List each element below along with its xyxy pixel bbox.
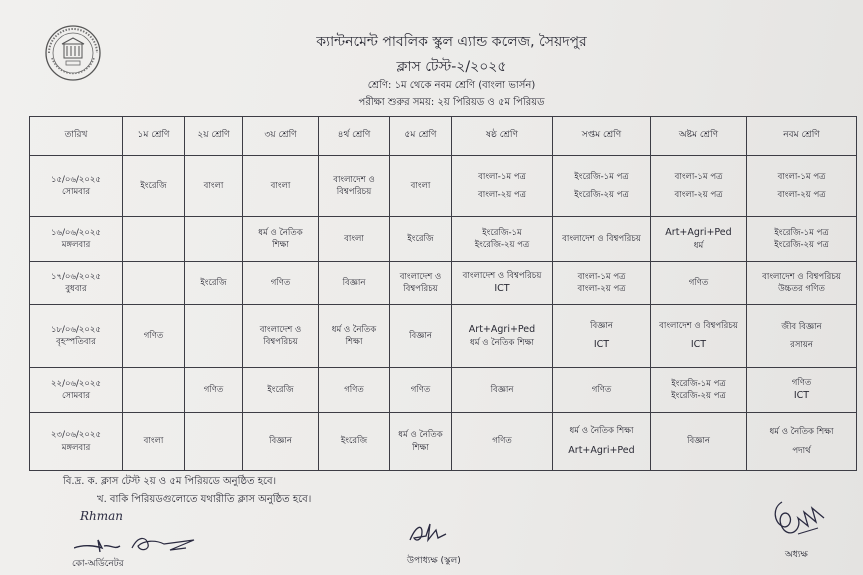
subject-line: রসায়ন xyxy=(790,340,813,350)
subject-line: বাংলাদেশ ও xyxy=(259,324,302,335)
subject-line: বিজ্ঞান xyxy=(590,320,613,331)
coordinator-signature xyxy=(74,506,204,556)
subject-line: বাংলাদেশ ও বিশ্বপরিচয় xyxy=(762,271,841,282)
header-class-5: ৫ম শ্রেণি xyxy=(390,117,452,156)
subject-cell xyxy=(553,156,651,217)
subject-line: গণিত xyxy=(791,377,812,388)
table-row xyxy=(30,413,857,471)
subject-line: Art+Agri+Ped xyxy=(468,323,536,335)
subject-line: ধর্ম ও নৈতিক শিক্ষা xyxy=(569,426,634,437)
subject-cell xyxy=(452,305,553,368)
subject-cell xyxy=(319,305,390,368)
date-text: ১৭/০৬/২০২৫ xyxy=(51,271,101,282)
subject-cell xyxy=(243,217,319,262)
subject-cell: বিজ্ঞান xyxy=(319,262,390,305)
subject-cell: বাংলা xyxy=(123,413,185,471)
empty-cell xyxy=(123,217,185,262)
day-text: বুধবার xyxy=(65,284,87,294)
subject-line: বিশ্বপরিচয় xyxy=(403,284,438,294)
subject-cell: বাংলা xyxy=(319,217,390,262)
subject-cell xyxy=(651,305,747,368)
subject-cell: বাংলা xyxy=(243,156,319,217)
subject-cell xyxy=(553,262,651,305)
subject-line: বাংলা-১ম পত্র xyxy=(674,171,723,182)
subject-cell: গণিত xyxy=(123,305,185,368)
subject-line: বাংলা-১ম পত্র xyxy=(777,171,826,182)
subject-line: উচ্চতর গণিত xyxy=(778,284,825,294)
date-text: ১৫/০৬/২০২৫ xyxy=(51,174,101,185)
subject-line: ধর্ম ও নৈতিক xyxy=(398,430,443,441)
note-line-2: খ. বাকি পিরিয়ডগুলোতে যথারীতি ক্লাস অনুষ্ঠিত হবে। xyxy=(97,494,312,505)
subject-line: Art+Agri+Ped xyxy=(665,226,732,238)
principal-signature xyxy=(768,498,828,544)
subject-cell: ইংরেজি xyxy=(185,262,243,305)
day-text: বৃহস্পতিবার xyxy=(56,337,96,347)
exam-routine-table xyxy=(29,116,857,471)
subject-line: জীব বিজ্ঞান xyxy=(781,321,822,332)
subject-line: ইংরেজি-১ম পত্র xyxy=(671,378,726,389)
subject-line: শিক্ষা xyxy=(272,240,289,250)
subject-cell xyxy=(452,156,553,217)
date-text: ১৬/০৬/২০২৫ xyxy=(51,227,101,238)
principal-label: অধ্যক্ষ xyxy=(785,550,808,560)
subject-line: ICT xyxy=(793,390,810,402)
subject-cell: বিজ্ঞান xyxy=(390,305,452,368)
empty-cell xyxy=(185,217,243,262)
date-cell xyxy=(30,217,123,262)
subject-line: Art+Agri+Ped xyxy=(568,444,635,456)
subject-line: বাংলাদেশ ও বিশ্বপরিচয় xyxy=(659,320,738,331)
vice-principal-label: উপাধ্যক্ষ (স্কুল) xyxy=(407,556,461,566)
day-text: সোমবার xyxy=(61,187,91,197)
subject-cell xyxy=(452,262,553,305)
subject-line: বাংলা-১ম পত্র xyxy=(478,171,526,182)
subject-line: ICT xyxy=(494,283,510,295)
header-date: তারিখ xyxy=(30,117,123,156)
subject-cell xyxy=(747,262,857,305)
subject-line: ICT xyxy=(690,339,707,351)
note-line-1: বি.দ্র. ক. ক্লাস টেস্ট ২য় ও ৫ম পিরিয়ডে অনুষ্ঠিত হবে। xyxy=(63,476,277,487)
date-cell xyxy=(30,156,123,217)
day-text: মঙ্গলবার xyxy=(61,442,91,453)
subject-cell: ইংরেজি xyxy=(243,368,319,413)
subject-line: শিক্ষা xyxy=(412,442,429,453)
subject-cell: বিজ্ঞান xyxy=(243,413,319,471)
coordinator-handwriting: Rhman xyxy=(80,509,124,523)
subject-line: ইংরেজি-২য় পত্র xyxy=(574,190,629,200)
subject-line: ধর্ম ও নৈতিক xyxy=(331,324,377,335)
subject-line: ধর্ম xyxy=(693,240,704,251)
subject-line: বাংলা-২য় পত্র xyxy=(777,190,826,200)
subject-cell: গণিত xyxy=(651,262,747,305)
table-row xyxy=(30,305,857,368)
header-class-9: নবম শ্রেণি xyxy=(747,117,857,156)
subject-cell xyxy=(651,368,747,413)
coordinator-label: কো-অর্ডিনেটর xyxy=(72,559,124,569)
date-text: ২৩/০৬/২০২৫ xyxy=(51,430,101,441)
date-cell xyxy=(30,368,123,413)
empty-cell xyxy=(185,305,243,368)
exam-title: ক্লাস টেস্ট-২/২০২৫ xyxy=(396,59,507,75)
subject-line: ইংরেজি-২য় পত্র xyxy=(774,240,829,250)
subject-line: ধর্ম ও নৈতিক xyxy=(258,227,303,238)
header-class-7: সপ্তম শ্রেণি xyxy=(553,117,651,156)
subject-cell: বাংলাদেশ ও বিশ্বপরিচয় xyxy=(553,217,651,262)
table-row xyxy=(30,217,857,262)
subject-cell xyxy=(553,413,651,471)
date-cell xyxy=(30,413,123,471)
subject-cell xyxy=(390,413,452,471)
exam-time-line: পরীক্ষা শুরুর সময়: ২য় পিরিয়ড ও ৫ম পিরিয়ড xyxy=(358,97,545,108)
subject-cell xyxy=(651,156,747,217)
subject-line: ICT xyxy=(593,339,610,351)
subject-cell xyxy=(390,262,452,305)
subject-cell: ইংরেজি xyxy=(123,156,185,217)
subject-cell: বাংলা xyxy=(390,156,452,217)
date-cell xyxy=(30,262,123,305)
subject-cell: গণিত xyxy=(185,368,243,413)
table-row xyxy=(30,262,857,305)
subject-cell: গণিত xyxy=(553,368,651,413)
empty-cell xyxy=(123,262,185,305)
day-text: মঙ্গলবার xyxy=(61,240,91,250)
subject-line: বাংলাদেশ ও xyxy=(333,174,375,185)
subject-cell xyxy=(553,305,651,368)
subject-line: পদার্থ xyxy=(792,445,811,456)
header-class-2: ২য় শ্রেণি xyxy=(185,117,243,156)
header-class-8: অষ্টম শ্রেণি xyxy=(651,117,747,156)
subject-cell: গণিত xyxy=(243,262,319,305)
subject-cell xyxy=(747,156,857,217)
day-text: সোমবার xyxy=(61,391,91,401)
subject-cell: ইংরেজি xyxy=(390,217,452,262)
header-class-3: ৩য় শ্রেণি xyxy=(243,117,319,156)
subject-cell xyxy=(747,217,857,262)
subject-cell: বাংলা xyxy=(185,156,243,217)
date-cell xyxy=(30,305,123,368)
subject-line: বাংলাদেশ ও বিশ্বপরিচয় xyxy=(462,270,542,281)
subject-cell: গণিত xyxy=(390,368,452,413)
header-class-1: ১ম শ্রেণি xyxy=(123,117,185,156)
subject-line: ধর্ম ও নৈতিক শিক্ষা xyxy=(769,427,834,438)
subject-cell: গণিত xyxy=(319,368,390,413)
subject-cell xyxy=(747,305,857,368)
header-class-6: ষষ্ঠ শ্রেণি xyxy=(452,117,553,156)
subject-cell: ইংরেজি xyxy=(319,413,390,471)
subject-cell: গণিত xyxy=(452,413,553,471)
subject-line: বিশ্বপরিচয় xyxy=(336,187,372,197)
subject-cell: বিজ্ঞান xyxy=(651,413,747,471)
subject-line: ইংরেজি-১ম পত্র xyxy=(774,227,829,238)
subject-line: ইংরেজি-১ম xyxy=(482,227,522,238)
subject-cell: বিজ্ঞান xyxy=(452,368,553,413)
subject-line: ইংরেজি-১ম পত্র xyxy=(574,171,629,182)
subject-cell xyxy=(651,217,747,262)
subject-line: ধর্ম ও নৈতিক শিক্ষা xyxy=(470,337,534,348)
empty-cell xyxy=(123,368,185,413)
subject-cell xyxy=(747,368,857,413)
school-name: ক্যান্টনমেন্ট পাবলিক স্কুল এ্যান্ড কলেজ, সৈয়দপুর xyxy=(316,34,587,50)
subject-line: শিক্ষা xyxy=(345,337,363,347)
subject-cell xyxy=(747,413,857,471)
subject-cell xyxy=(319,156,390,217)
empty-cell xyxy=(185,413,243,471)
subject-line: বাংলা-২য় পত্র xyxy=(674,190,723,200)
date-text: ২২/০৬/২০২৫ xyxy=(51,378,101,389)
subject-cell xyxy=(452,217,553,262)
vice-principal-signature xyxy=(408,518,448,548)
table-row xyxy=(30,368,857,413)
subject-line: বাংলা-১ম পত্র xyxy=(577,271,626,282)
subject-cell xyxy=(243,305,319,368)
subject-line: ইংরেজি-২য় পত্র xyxy=(671,391,726,401)
table-header-row xyxy=(30,117,857,156)
classes-line: শ্রেণি: ১ম থেকে নবম শ্রেণি (বাংলা ভার্সন) xyxy=(367,80,536,91)
subject-line: বাংলা-২য় পত্র xyxy=(478,190,526,200)
header-class-4: ৪র্থ শ্রেণি xyxy=(319,117,390,156)
table-row xyxy=(30,156,857,217)
subject-line: ইংরেজি-২য় পত্র xyxy=(474,240,530,250)
subject-line: বিশ্বপরিচয় xyxy=(263,337,298,347)
subject-line: বাংলা-২য় পত্র xyxy=(577,284,626,294)
subject-line: বাংলাদেশ ও xyxy=(399,271,442,282)
date-text: ১৮/০৬/২০২৫ xyxy=(51,324,101,335)
